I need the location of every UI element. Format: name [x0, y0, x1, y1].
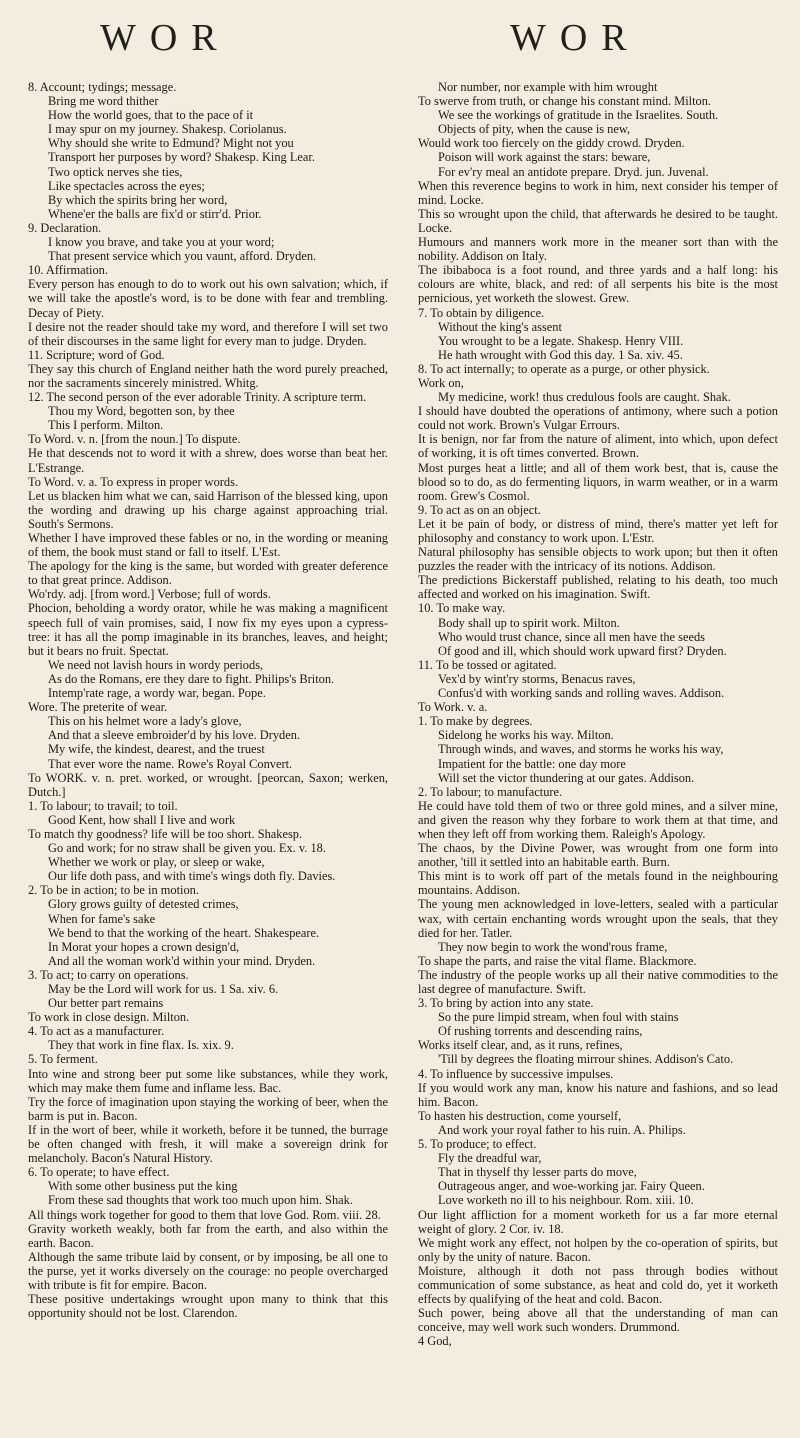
entry-line: It is benign, nor far from the nature of aliment, into which, upon defect of working, it is oft times converted. Brown. — [418, 432, 778, 461]
running-head-right: WOR — [510, 17, 641, 59]
entry-line: Such power, being above all that the understanding of man can conceive, may well work such wonders. Drummond. — [418, 1306, 778, 1335]
entry-line: My medicine, work! thus credulous fools are caught. Shak. — [438, 390, 731, 405]
entry-line: To Word. v. a. To express in proper words. — [28, 474, 239, 489]
entry-line: Whether I have improved these fables or no, in the wording or meaning of them, the book must stand or fall to itself. L'Est. — [28, 531, 388, 560]
entry-line: He that descends not to word it with a shrew, does worse than beat her. L'Estrange. — [28, 446, 388, 475]
running-head-left: WOR — [100, 17, 231, 59]
entry-line: Body shall up to spirit work. Milton. — [438, 615, 620, 630]
entry-line: To swerve from truth, or change his constant mind. Milton. — [418, 94, 712, 109]
entry-line: To Word. v. n. [from the noun.] To dispute. — [28, 432, 241, 447]
entry-line: 4. To act as a manufacturer. — [28, 1024, 165, 1039]
entry-line: Although the same tribute laid by consent, or by imposing, be all one to the purse, yet it works diversely on the courage: no people overcharged with tribute is fit for empire. Bacon. — [28, 1249, 388, 1292]
entry-line: Let it be pain of body, or distress of mind, there's matter yet left for philosophy and constancy to work upon. L'Estr. — [418, 516, 778, 545]
entry-line: He hath wrought with God this day. 1 Sa. xiv. 45. — [438, 347, 683, 362]
left-column — [28, 80, 388, 1320]
entry-line: 2. To be in action; to be in motion. — [28, 883, 199, 898]
entry-line: We bend to that the working of the heart. Shakespeare. — [48, 925, 320, 940]
entry-line: Moisture, although it doth not pass through bodies without communication of some substance, as heat and cold do, yet it worketh effects by qualifying of the heat and cold. Bacon. — [418, 1263, 778, 1307]
entry-line: Every person has enough to do to work out his own salvation; which, if we will take the apostle's word, is to be done with fear and trembling. Decay of Piety. — [28, 277, 388, 320]
entry-line: When this reverence begins to work in him, next consider his temper of mind. Locke. — [418, 178, 778, 207]
entry-line: With some other business put the king — [48, 1179, 238, 1194]
entry-line: They that work in fine flax. Is. xix. 9. — [48, 1038, 234, 1053]
entry-line: Phocion, beholding a wordy orator, while he was making a magnificent speech full of vain promises, said, I now fix my eyes upon a cypress-tree: it has all the pomp imaginable in its branches, leaves, and height; but it bears no fruit. Spectat. — [28, 601, 388, 658]
entry-line: We might work any effect, not holpen by the co-operation of spirits, but only by the unity of nature. Bacon. — [418, 1235, 778, 1264]
entry-line: By which the spirits bring her word, — [48, 192, 228, 207]
entry-line: 9. To act as on an object. — [418, 502, 541, 517]
entry-line: They say this church of England neither hath the word purely preached, nor the sacraments sincerely ministred. Whitg. — [28, 361, 388, 390]
entry-line: My wife, the kindest, dearest, and the truest — [48, 742, 265, 757]
entry-line: 1. To make by degrees. — [418, 714, 533, 729]
entry-line: Wore. The preterite of wear. — [28, 700, 168, 715]
entry-line: Humours and manners work more in the meaner sort than with the nobility. Addison on Italy. — [418, 235, 778, 264]
entry-line: 'Till by degrees the floating mirrour shines. Addison's Cato. — [438, 1052, 734, 1067]
entry-line: Fly the dreadful war, — [438, 1151, 542, 1166]
entry-line: Would work too fiercely on the giddy crowd. Dryden. — [418, 136, 685, 151]
entry-line: When for fame's sake — [48, 911, 156, 926]
entry-line: To work in close design. Milton. — [28, 1010, 190, 1025]
entry-line: 9. Declaration. — [28, 220, 102, 235]
entry-line: To Work. v. a. — [418, 700, 488, 715]
entry-line: Into wine and strong beer put some like substances, while they work, which may make them fume and inflame less. Bac. — [28, 1066, 388, 1095]
entry-line: Most purges heat a little; and all of them work best, that is, cause the blood so to do, as do fermenting liquors, in warm weather, or in a warm room. Grew's Cosmol. — [418, 460, 778, 503]
entry-line: May be the Lord will work for us. 1 Sa. xiv. 6. — [48, 982, 279, 996]
entry-line: Gravity worketh weakly, both far from the earth, and also within the earth. Bacon. — [28, 1221, 388, 1250]
entry-line: 1. To labour; to travail; to toil. — [28, 798, 178, 813]
entry-line: Poison will work against the stars: beware, — [438, 150, 651, 165]
entry-line: I should have doubted the operations of antimony, where such a potion could not work. Brown's Vulgar Errours. — [418, 404, 778, 433]
entry-line: That ever wore the name. Rowe's Royal Convert. — [48, 756, 293, 771]
entry-line: Work on, — [418, 375, 464, 390]
entry-line: Impatient for the battle: one day more — [438, 756, 626, 771]
entry-line: 5. To produce; to effect. — [418, 1137, 537, 1152]
entry-line: For ev'ry meal an antidote prepare. Dryd. jun. Juvenal. — [438, 164, 709, 179]
entry-line: These positive undertakings wrought upon many to think that this opportunity should not be lost. Clarendon. — [28, 1292, 388, 1321]
entry-line: Natural philosophy has sensible objects to work upon; but then it often puzzles the reader with the intricacy of its notions. Addison. — [418, 545, 778, 574]
entry-line: That in thyself thy lesser parts do move, — [438, 1165, 637, 1180]
entry-line: Through winds, and waves, and storms he works his way, — [438, 742, 724, 757]
entry-line: As do the Romans, ere they dare to fight. Philips's Briton. — [48, 671, 335, 686]
entry-line: To hasten his destruction, come yourself, — [418, 1108, 622, 1123]
entry-line: 8. Account; tydings; message. — [28, 80, 177, 94]
entry-line: Why should she write to Edmund? Might not you — [48, 136, 294, 151]
entry-line: Vex'd by wint'ry storms, Benacus raves, — [438, 671, 636, 686]
entry-line: The young men acknowledged in love-letters, sealed with a particular wax, with certain enchanting words wrought upon the seals, that they died for her. Tatler. — [418, 897, 778, 940]
entry-line: We see the workings of gratitude in the Israelites. South. — [438, 108, 719, 123]
entry-line: 11. To be tossed or agitated. — [418, 657, 557, 672]
entry-line: Of rushing torrents and descending rains, — [438, 1024, 643, 1039]
entry-line: This on his helmet wore a lady's glove, — [48, 714, 242, 729]
entry-line: To shape the parts, and raise the vital flame. Blackmore. — [418, 953, 697, 968]
entry-line: Will set the victor thundering at our gates. Addison. — [438, 770, 695, 785]
entry-line: I know you brave, and take you at your word; — [48, 235, 275, 250]
entry-line: If in the wort of beer, while it worketh, before it be tunned, the burrage be often changed with fresh, it will make a sovereign drink for melancholy. Bacon's Natural History. — [28, 1122, 388, 1166]
entry-line: 5. To ferment. — [28, 1052, 98, 1067]
entry-line: 10. To make way. — [418, 601, 506, 616]
entry-line: So the pure limpid stream, when foul with stains — [438, 1010, 679, 1025]
entry-line: Transport her purposes by word? Shakesp. King Lear. — [48, 150, 315, 165]
entry-line: The apology for the king is the same, but worded with greater deference to that great prince. Addison. — [28, 559, 388, 588]
entry-line: I may spur on my journey. Shakesp. Coriolanus. — [48, 122, 287, 137]
entry-line: I desire not the reader should take my word, and therefore I will set two of their discourses in the same light for every man to judge. Dryden. — [28, 319, 388, 348]
entry-line: How the world goes, that to the pace of it — [48, 108, 254, 123]
entry-line: Thou my Word, begotten son, by thee — [48, 404, 235, 419]
entry-line: You wrought to be a legate. Shakesp. Henry VIII. — [438, 333, 684, 348]
entry-line: Try the force of imagination upon staying the working of beer, when the barm is put in. Bacon. — [28, 1094, 388, 1123]
entry-line: 3. To act; to carry on operations. — [28, 967, 189, 982]
entry-line: If you would work any man, know his nature and fashions, and so lead him. Bacon. — [418, 1080, 778, 1109]
entry-line: Two optick nerves she ties, — [48, 164, 183, 179]
right-column — [418, 80, 778, 1348]
entry-line: 3. To bring by action into any state. — [418, 996, 594, 1011]
entry-line: Love worketh no ill to his neighbour. Rom. xiii. 10. — [438, 1193, 694, 1208]
entry-line: And work your royal father to his ruin. A. Philips. — [438, 1122, 686, 1137]
entry-line: 6. To operate; to have effect. — [28, 1165, 170, 1180]
entry-line: Works itself clear, and, as it runs, refines, — [418, 1038, 623, 1053]
entry-line: Without the king's assent — [438, 319, 562, 334]
entry-line: Outrageous anger, and woe-working jar. Fairy Queen. — [438, 1179, 705, 1194]
entry-line: Confus'd with working sands and rolling waves. Addison. — [438, 686, 725, 701]
entry-line: The chaos, by the Divine Power, was wrought from one form into another, 'till it settled into an habitable earth. Burn. — [418, 841, 778, 870]
entry-line: Wo'rdy. adj. [from word.] Verbose; full of words. — [28, 587, 271, 602]
entry-line: 4 God, — [418, 1334, 452, 1349]
entry-line: Glory grows guilty of detested crimes, — [48, 897, 239, 912]
entry-line: We need not lavish hours in wordy periods, — [48, 657, 264, 672]
entry-line: Whene'er the balls are fix'd or stirr'd. Prior. — [48, 206, 262, 221]
entry-line: 10. Affirmation. — [28, 263, 108, 278]
entry-line: Whether we work or play, or sleep or wake, — [48, 855, 265, 870]
entry-line: Objects of pity, when the cause is new, — [438, 122, 631, 137]
entry-line: To match thy goodness? life will be too short. Shakesp. — [28, 826, 303, 841]
entry-line: And all the woman work'd within your mind. Dryden. — [48, 953, 316, 968]
entry-line: He could have told them of two or three gold mines, and a silver mine, and given the reason why they forbare to work them at that time, and when they left off from working them. Raleigh's Apology. — [418, 798, 778, 841]
entry-line: Let us blacken him what we can, said Harrison of the blessed king, upon the wording and drawing up his charge against approaching trial. South's Sermons. — [28, 488, 388, 531]
entry-line: That present service which you vaunt, afford. Dryden. — [48, 249, 317, 264]
entry-line: 4. To influence by successive impulses. — [418, 1066, 614, 1081]
entry-line: To WORK. v. n. pret. worked, or wrought. [peorcan, Saxon; werken, Dutch.] — [28, 770, 388, 799]
entry-line: Like spectacles across the eyes; — [48, 178, 205, 193]
entry-line: Good Kent, how shall I live and work — [48, 812, 236, 827]
entry-line: This I perform. Milton. — [48, 418, 164, 433]
entry-line: They now begin to work the wond'rous frame, — [438, 939, 668, 954]
entry-line: The industry of the people works up all their native commodities to the last degree of manufacture. Swift. — [418, 967, 778, 996]
entry-line: From these sad thoughts that work too much upon him. Shak. — [48, 1193, 353, 1208]
entry-line: Who would trust chance, since all men have the seeds — [438, 629, 705, 644]
entry-line: The ibibaboca is a foot round, and three yards and a half long: his colours are white, black, and red: of all serpents his bite is the most pernicious, yet worketh the slowest. Grew. — [418, 263, 778, 306]
entry-line: In Morat your hopes a crown design'd, — [48, 939, 240, 954]
entry-line: The predictions Bickerstaff published, relating to his death, too much affected and worked on his imagination. Swift. — [418, 573, 778, 602]
entry-line: Sidelong he works his way. Milton. — [438, 728, 614, 743]
entry-line: 11. Scripture; word of God. — [28, 347, 165, 362]
entry-line: 2. To labour; to manufacture. — [418, 784, 563, 799]
entry-line: And that a sleeve embroider'd by his love. Dryden. — [48, 728, 301, 743]
entry-line: Nor number, nor example with him wrought — [438, 80, 658, 94]
entry-line: This mint is to work off part of the metals found in the neighbouring mountains. Addison. — [418, 869, 778, 898]
entry-line: Go and work; for no straw shall be given you. Ex. v. 18. — [48, 841, 326, 856]
entry-line: Of good and ill, which should work upward first? Dryden. — [438, 643, 727, 658]
entry-line: All things work together for good to them that love God. Rom. viii. 28. — [28, 1207, 381, 1222]
entry-line: Our life doth pass, and with time's wings doth fly. Davies. — [48, 869, 336, 884]
entry-line: Our better part remains — [48, 996, 164, 1011]
entry-line: 8. To act internally; to operate as a purge, or other physick. — [418, 361, 710, 376]
entry-line: 7. To obtain by diligence. — [418, 305, 545, 320]
entry-line: 12. The second person of the ever adorable Trinity. A scripture term. — [28, 390, 367, 405]
entry-line: Bring me word thither — [48, 94, 159, 109]
entry-line: Intemp'rate rage, a wordy war, began. Pope. — [48, 686, 266, 701]
entry-line: This so wrought upon the child, that afterwards he desired to be taught. Locke. — [418, 206, 778, 235]
entry-line: Our light affliction for a moment worketh for us a far more eternal weight of glory. 2 Cor. iv. 18. — [418, 1207, 778, 1236]
